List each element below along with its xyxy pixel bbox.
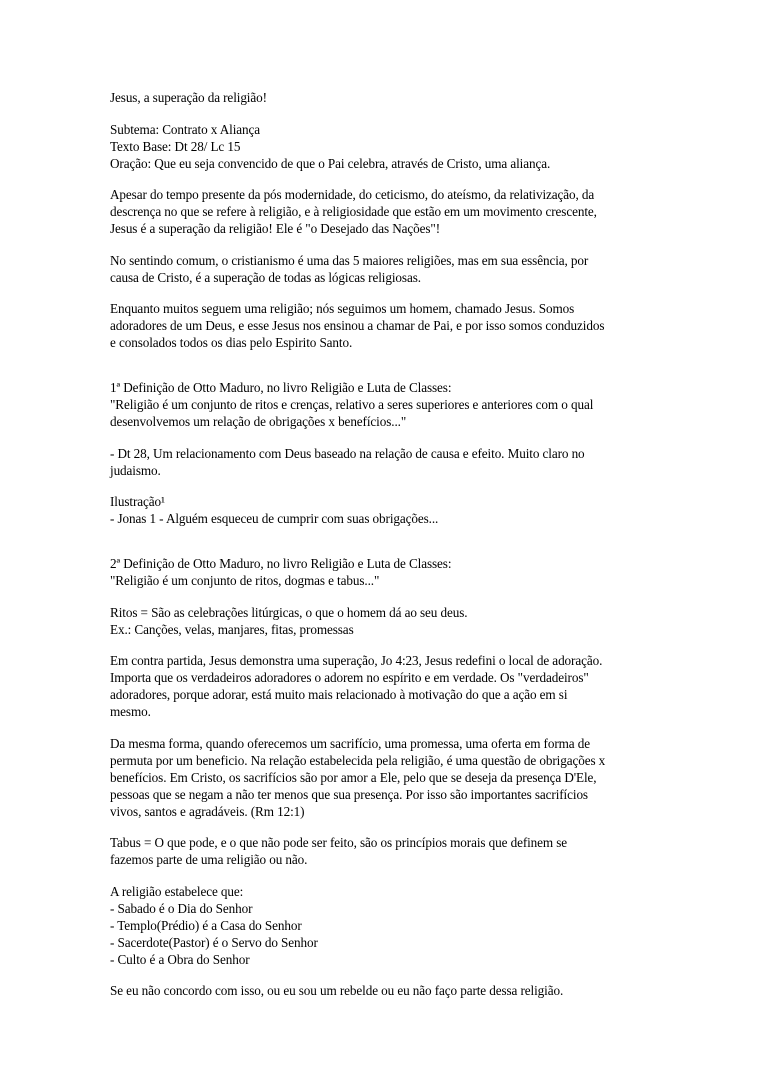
text-line: Importa que os verdadeiros adoradores o adorem no espírito e em verdade. Os "verdadeiros" — [110, 670, 589, 685]
text-line: descrença no que se refere à religião, e à religiosidade que estão em um movimento crescente, — [110, 204, 597, 219]
text-line: Apesar do tempo presente da pós modernidade, do ceticismo, do ateísmo, da relativização, da — [110, 187, 595, 202]
text-line: fazemos parte de uma religião ou não. — [110, 852, 308, 867]
text-line: e consolados todos os dias pelo Espirito Santo. — [110, 335, 353, 350]
religion-list — [110, 883, 670, 968]
list-item: - Sacerdote(Pastor) é o Servo do Senhor — [110, 934, 318, 950]
text-line: Da mesma forma, quando oferecemos um sacrifício, uma promessa, uma oferta em forma de — [110, 735, 590, 751]
paragraph-contra-partida — [110, 652, 670, 720]
subtheme-block — [110, 121, 670, 172]
text-line: - Dt 28, Um relacionamento com Deus baseado na relação de causa e efeito. Muito claro no — [110, 445, 585, 461]
text-line: Jesus é a superação da religião! Ele é "o Desejado das Nações"! — [110, 221, 440, 236]
text-line: Tabus = O que pode, e o que não pode ser feito, são os princípios morais que definem se — [110, 835, 568, 850]
paragraph-common-sense — [110, 252, 670, 286]
text-line: desenvolvemos um relação de obrigações x benefícios..." — [110, 414, 407, 429]
text-line: - Jonas 1 - Alguém esqueceu de cumprir com suas obrigações... — [110, 511, 439, 526]
text-line: No sentindo comum, o cristianismo é uma das 5 maiores religiões, mas em sua essência, por — [110, 252, 589, 268]
text-line: judaismo. — [110, 462, 161, 478]
text-line: Ex.: Canções, velas, manjares, fitas, promessas — [110, 621, 354, 637]
text-line: "Religião é um conjunto de ritos, dogmas e tabus..." — [110, 573, 380, 588]
title-line: Jesus, a superação da religião! — [110, 90, 267, 105]
subtema-line: Subtema: Contrato x Aliança — [110, 121, 261, 137]
text-line: causa de Cristo, é a superação de todas as lógicas religiosas. — [110, 269, 421, 285]
text-line: Em contra partida, Jesus demonstra uma superação, Jo 4:23, Jesus redefini o local de adoração. — [110, 653, 603, 668]
text-line: adoradores de um Deus, e esse Jesus nos ensinou a chamar de Pai, e por isso somos conduzidos — [110, 318, 605, 333]
list-heading: A religião estabelece que: — [110, 883, 244, 899]
list-item: - Culto é a Obra do Senhor — [110, 951, 250, 967]
text-line: Enquanto muitos seguem uma religião; nós seguimos um homem, chamado Jesus. Somos — [110, 301, 575, 316]
oracao-line: Oração: Que eu seja convencido de que o Pai celebra, através de Cristo, uma aliança. — [110, 155, 551, 171]
definition-2 — [110, 555, 670, 589]
illustration-block — [110, 493, 670, 527]
text-line: "Religião é um conjunto de ritos e crenças, relativo a seres superiores e anteriores com o qual — [110, 397, 594, 412]
paragraph-intro — [110, 186, 670, 237]
paragraph-ritos — [110, 604, 670, 638]
definition-1 — [110, 379, 670, 430]
text-line: Ilustração¹ — [110, 494, 165, 509]
document-body — [110, 89, 670, 1014]
text-line: benefícios. Em Cristo, os sacrifícios são por amor a Ele, pelo que se deseja da presença D'Ele, — [110, 769, 597, 785]
text-line: vivos, santos e agradáveis. (Rm 12:1) — [110, 803, 305, 819]
document-title — [110, 89, 670, 106]
paragraph-mesma-forma — [110, 735, 670, 820]
text-line: 1ª Definição de Otto Maduro, no livro Religião e Luta de Classes: — [110, 380, 452, 395]
paragraph-dt28 — [110, 445, 670, 479]
text-line: permuta por um beneficio. Na relação estabelecida pela religião, é uma questão de obrigações x — [110, 752, 606, 768]
list-item: - Sabado é o Dia do Senhor — [110, 900, 253, 916]
paragraph-final — [110, 982, 670, 999]
text-line: 2ª Definição de Otto Maduro, no livro Religião e Luta de Classes: — [110, 556, 452, 571]
text-line: Ritos = São as celebrações litúrgicas, o que o homem dá ao seu deus. — [110, 604, 468, 620]
text-line: pessoas que se negam a não ter menos que sua presença. Por isso são importantes sacrifícios — [110, 786, 588, 802]
texto-base-line: Texto Base: Dt 28/ Lc 15 — [110, 138, 241, 154]
text-line: mesmo. — [110, 704, 151, 719]
text-line: adoradores, porque adorar, está muito mais relacionado à motivação do que a ação em si — [110, 687, 568, 702]
paragraph-following — [110, 300, 670, 351]
paragraph-tabus — [110, 834, 670, 868]
list-item: - Templo(Prédio) é a Casa do Senhor — [110, 917, 302, 933]
text-line: Se eu não concordo com isso, ou eu sou um rebelde ou eu não faço parte dessa religião. — [110, 983, 564, 998]
